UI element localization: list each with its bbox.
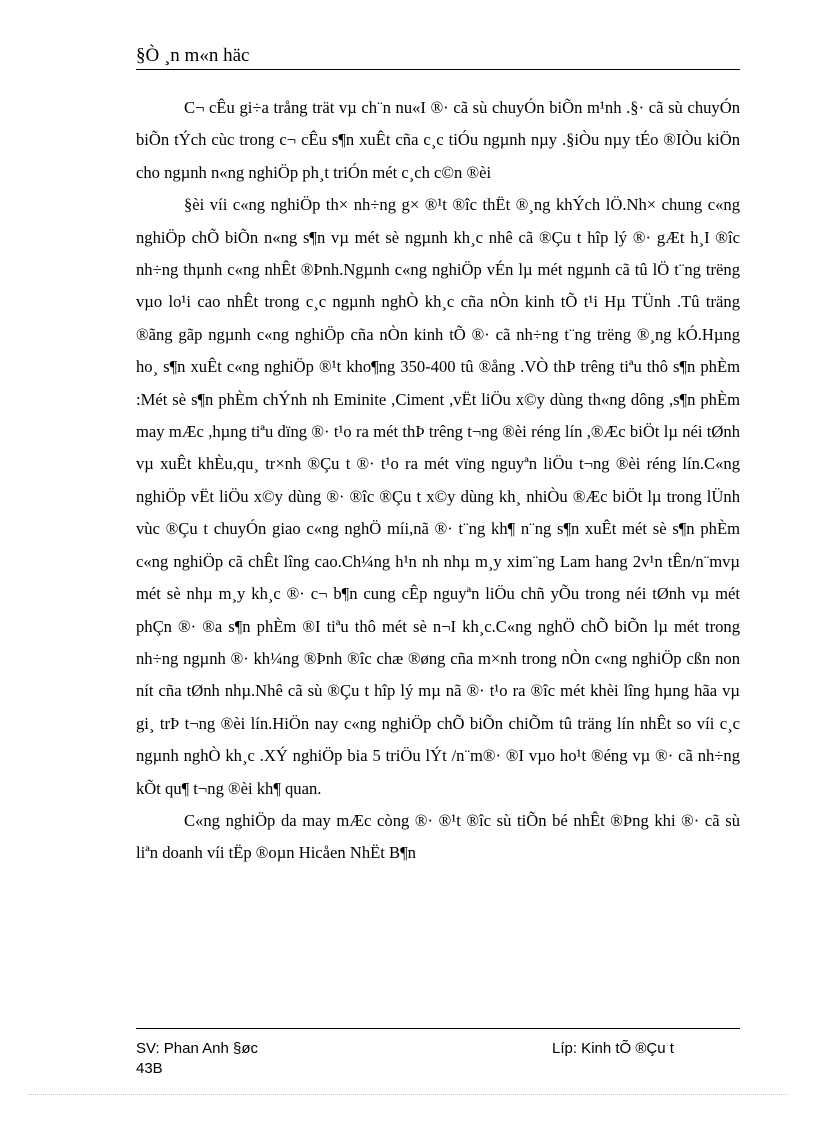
- footer-student-name: SV: Phan Anh §øc: [136, 1040, 259, 1057]
- header-divider: [136, 69, 740, 70]
- page-bottom-edge: [28, 1094, 788, 1095]
- footer-class-code: 43B: [136, 1060, 163, 1077]
- footer-class-label: Líp: Kinh tÕ ®Çu t: [552, 1040, 674, 1057]
- paragraph-3: C«ng nghiÖp da may mÆc còng ®· ®¹t ®îc sù tiÕn bé nhÊt ®Þng khi ®· cã sù liªn doanh víi tËp ®oµn Hicåen NhËt B¶n: [136, 810, 740, 863]
- paragraph-1: C¬ cÊu gi÷a trång trät vµ ch¨n nu«I ®· cã sù chuyÓn biÕn m¹nh .§· cã sù chuyÓn biÕn tÝch cùc trong c¬ cÊu s¶n xuÊt cña c¸c tiÓu ngµnh nµy .§iÒu nµy tÉo ®IÒu kiÖn cho ngµnh n«ng nghiÖp ph¸t triÓn mét c¸ch c©n ®èi: [136, 98, 740, 182]
- page-header-title: §Ò ¸n m«n häc: [136, 45, 250, 66]
- footer-divider: [136, 1028, 740, 1029]
- paragraph-2: §èi víi c«ng nghiÖp th× nh÷ng g× ®¹t ®îc thËt ®¸ng khÝch lÖ.Nh× chung c«ng nghiÖp chÕ biÕn n«ng s¶n vµ mét sè ngµnh kh¸c nhê cã ®Çu t hîp lý ®· gÆt h¸I ®îc nh÷ng thµnh c«ng nhÊt ®Þnh.Ngµnh c«ng nghiÖp vÉn lµ mét ngµnh cã tû lÖ t¨ng trëng vµo lo¹i cao nhÊt trong c¸c ngµnh nghÒ kh¸c cña nÒn kinh tÕ t¹i Hµ TÜnh .Tû träng ®ãng gãp ngµnh c«ng nghiÖp cña nÒn kinh tÕ ®· cã nh÷ng t¨ng trëng ®¸ng kÓ.Hµng ho¸ s¶n xuÊt c«ng nghiÖp ®¹t kho¶ng 350-400 tû ®ång .VÒ thÞ trêng tiªu thô s¶n phÈm :Mét sè s¶n phÈm chÝnh nh Eminite ,Ciment ,vËt liÖu x©y dùng th«ng dông ,s¶n phÈm may mÆc ,hµng tiªu dïng ®· t¹o ra mét thÞ trêng t¬ng ®èi réng lín ,®Æc biÖt lµ néi tØnh vµ xuÊt khÈu,qu¸ tr×nh ®Çu t ®· t¹o ra mét vïng nguyªn liÖu t¬ng ®èi réng lín.C«ng nghiÖp vËt liÖu x©y dùng ®· ®îc ®Çu t x©y dùng kh¸ nhiÒu ®Æc biÖt lµ trong lÜnh vùc ®Çu t chuyÓn giao c«ng nghÖ míi,nã ®· t¨ng kh¶ n¨ng s¶n xuÊt mét sè s¶n phÈm c«ng nghiÖp cã chÊt lîng cao.Ch¼ng h¹n nh nhµ m¸y xim¨ng Lam hang 2v¹n tÊn/n¨mvµ mét sè nhµ m¸y kh¸c ®· c¬ b¶n cung cÊp nguyªn liÖu chñ yÕu trong néi tØnh vµ mét phÇn ®· ®a s¶n phÈm ®I tiªu thô mét sè n¬I kh¸c.C«ng nghÖ chÕ biÕn lµ mét trong nh÷ng ngµnh ®· kh¼ng ®Þnh ®îc chæ ®øng cña m×nh trong nÒn c«ng nghiÖp cßn non nít cña tØnh nhµ.Nhê cã sù ®Çu t hîp lý mµ nã ®· t¹o ra ®îc mét khèi lîng hµng hãa vµ gi¸ trÞ t¬ng ®èi lín.HiÖn nay c«ng nghiÖp chÕ biÕn chiÕm tû träng lín nhÊt so víi c¸c ngµnh nghÒ kh¸c .XÝ nghiÖp bia 5 triÖu lÝt /n¨m®· ®I vµo ho¹t ®éng vµ ®· cã nh÷ng kÕt qu¶ t¬ng ®èi kh¶ quan.: [136, 195, 740, 798]
- body-text: [136, 92, 740, 870]
